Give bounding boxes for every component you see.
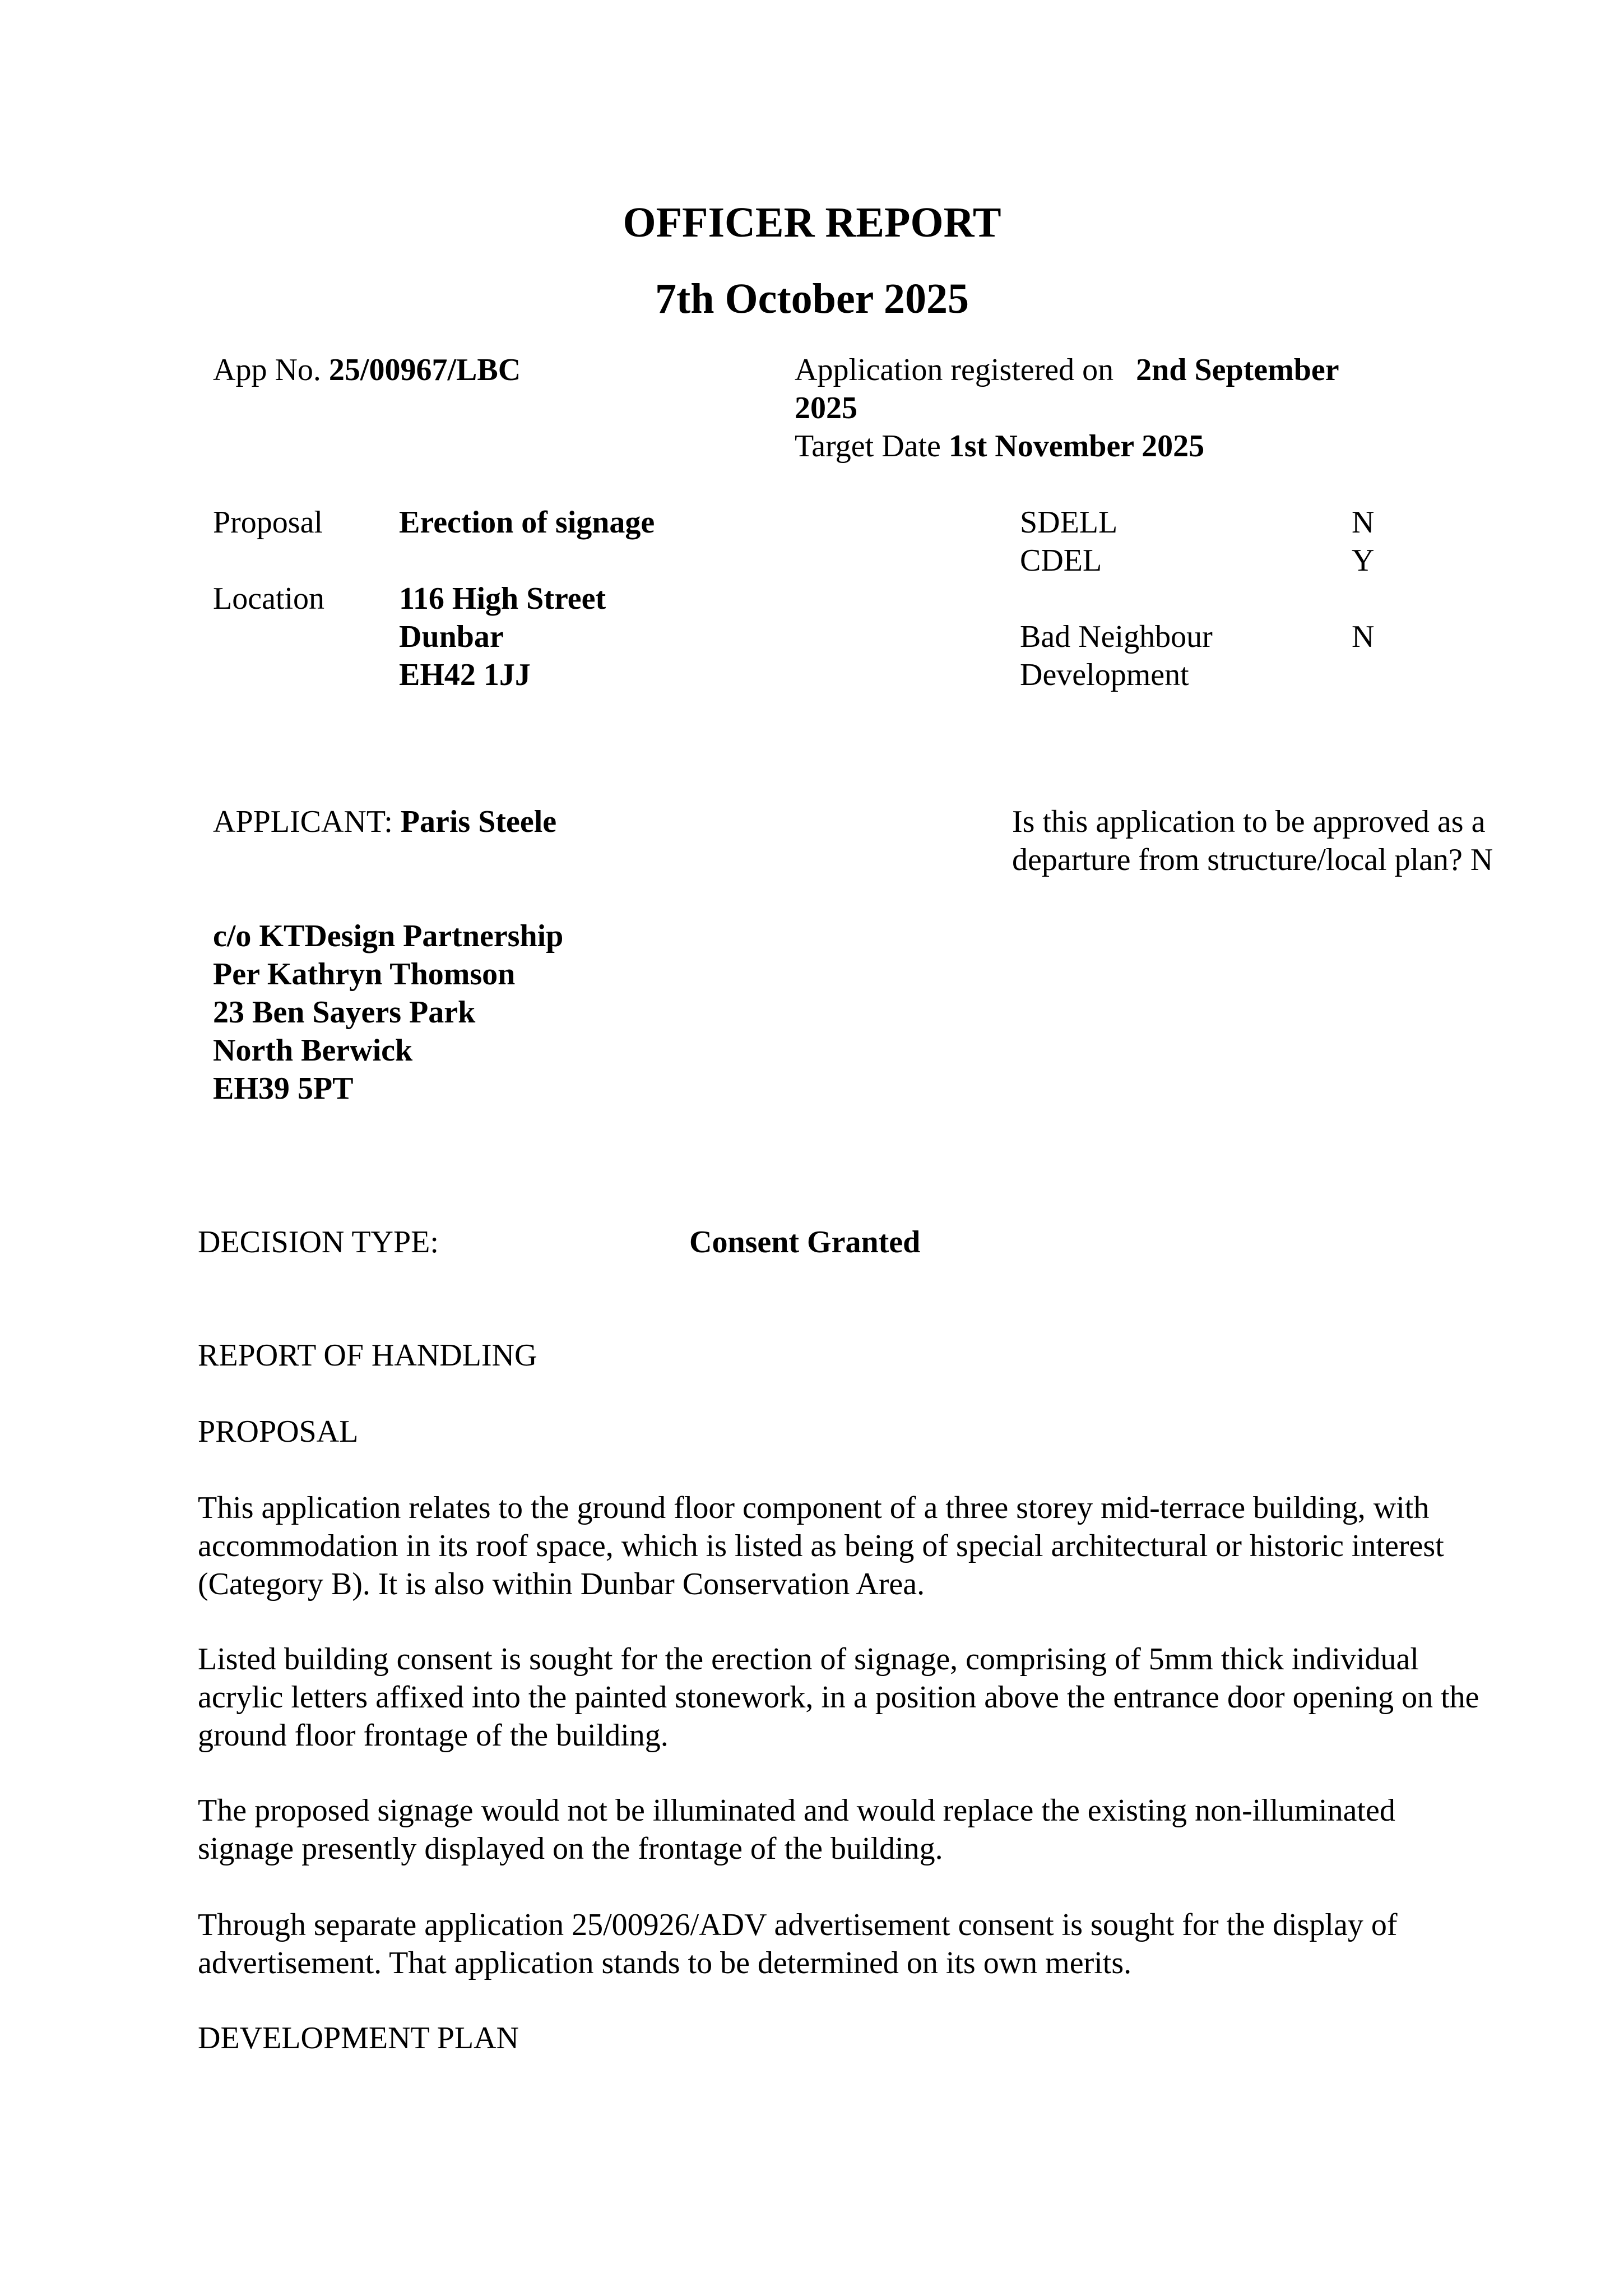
proposal-heading: PROPOSAL [198, 1414, 359, 1449]
location-line: EH42 1JJ [399, 658, 531, 692]
proposal-value: Erection of signage [399, 505, 655, 540]
address-line: North Berwick [213, 1033, 413, 1068]
address-line: c/o KTDesign Partnership [213, 919, 564, 953]
flag-sdell-value: N [1352, 505, 1375, 540]
location-label: Location [213, 581, 325, 616]
flag-sdell-label: SDELL [1020, 505, 1118, 540]
report-paragraph-3: The proposed signage would not be illuminated and would replace the existing non-illuminated signage presently displayed on the frontage of the building. [198, 1793, 1395, 1866]
report-paragraph-1: This application relates to the ground floor component of a three storey mid-terrace building, with accommodation in its roof space, which is listed as being of special architectural or historic interest (Category B). It is also within Dunbar Conservation Area. [198, 1490, 1444, 1601]
address-line: 23 Ben Sayers Park [213, 995, 476, 1030]
applicant [213, 803, 556, 841]
target-date-line [795, 427, 1204, 465]
report-paragraph-4: Through separate application 25/00926/ADV advertisement consent is sought for the display of advertisement. That application stands to be determined on its own merits. [198, 1908, 1398, 1980]
location-address [399, 580, 606, 694]
report-heading: REPORT OF HANDLING [198, 1338, 537, 1373]
location-line: Dunbar [399, 619, 504, 654]
registered-year: 2025 [795, 391, 857, 425]
location-line: 116 High Street [399, 581, 606, 616]
applicant-name: Paris Steele [400, 804, 557, 839]
proposal-label: Proposal [213, 505, 323, 540]
flag-cdel-label: CDEL [1020, 543, 1102, 578]
report-paragraph-2: Listed building consent is sought for the erection of signage, comprising of 5mm thick individual acrylic letters affixed into the painted stonework, in a position above the entrance door opening on the ground floor frontage of the building. [198, 1642, 1479, 1753]
report-date: 7th October 2025 [655, 275, 969, 322]
flag-bad-neighbour-value: N [1352, 619, 1375, 654]
applicant-label: APPLICANT: [213, 804, 393, 839]
target-label: Target Date [795, 429, 941, 464]
report-title: OFFICER REPORT [623, 199, 1001, 246]
departure-line-1: Is this application to be approved as a [1012, 804, 1486, 839]
flag-cdel-value: Y [1352, 543, 1375, 578]
app-no [213, 351, 521, 389]
flag-bad-neighbour-label2: Development [1020, 658, 1189, 692]
app-no-value: 25/00967/LBC [328, 353, 521, 387]
flag-bad-neighbour-label: Bad Neighbour [1020, 619, 1213, 654]
development-plan-heading: DEVELOPMENT PLAN [198, 2021, 519, 2056]
address-line: Per Kathryn Thomson [213, 957, 516, 992]
app-no-label: App No. [213, 353, 321, 387]
registered-label: Application registered on [795, 353, 1114, 387]
target-date: 1st November 2025 [948, 429, 1205, 464]
applicant-address [213, 917, 563, 1108]
decision-value: Consent Granted [689, 1225, 921, 1260]
address-line: EH39 5PT [213, 1071, 354, 1106]
decision-label: DECISION TYPE: [198, 1225, 439, 1260]
registered-line [795, 351, 1339, 389]
departure-line-2: departure from structure/local plan? N [1012, 843, 1493, 877]
registered-date: 2nd September [1136, 353, 1339, 387]
